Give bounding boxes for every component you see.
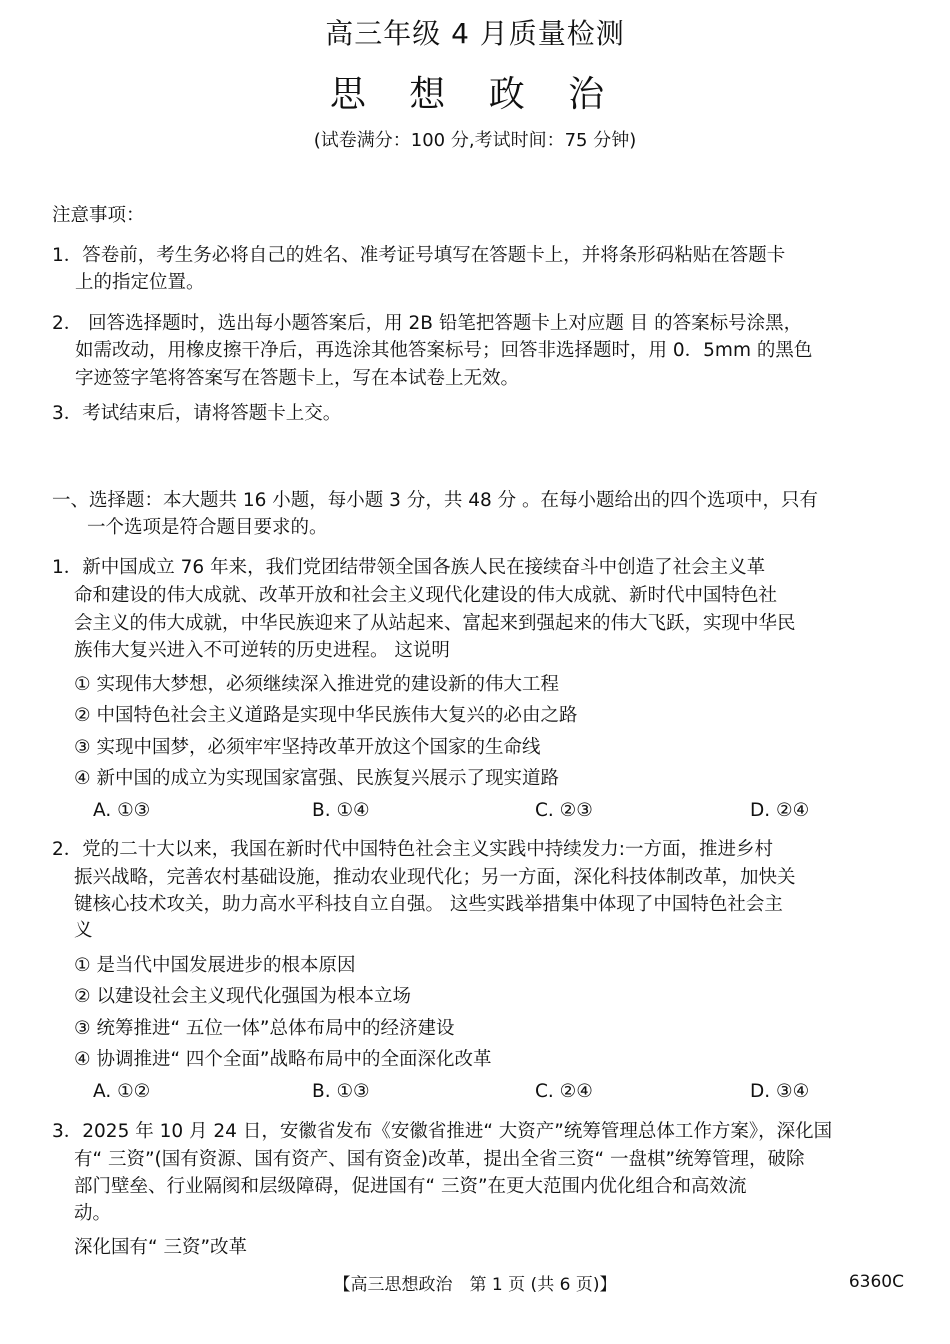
subject-title: 思 想 政 治 [329,74,621,115]
q2-statement-2: ② 以建设社会主义现代化强国为根本立场 [74,986,411,1007]
q2-stem-line-3: 键核心技术攻关，助力高水平科技自立自强。 这些实践举措集中体现了中国特色社会主 [74,894,783,915]
exam-title: 高三年级 4 月质量检测 [325,17,625,50]
notice-item-2-line-3: 字迹签字笔将答案写在答题卡上，写在本试卷上无效。 [75,368,520,389]
q2-option-a: A. ①② [93,1081,151,1102]
q1-statement-3: ③ 实现中国梦，必须牢牢坚持改革开放这个国家的生命线 [74,737,541,758]
section-heading-line-2: 一个选项是符合题目要求的。 [87,517,328,538]
q1-statement-2: ② 中国特色社会主义道路是实现中华民族伟大复兴的必由之路 [74,705,578,726]
q2-stem-line-1: 2．党的二十大以来，我国在新时代中国特色社会主义实践中持续发力:一方面，推进乡村 [52,839,774,860]
q1-stem-line-1: 1．新中国成立 76 年来，我们党团结带领全国各族人民在接续奋斗中创造了社会主义革 [52,557,766,578]
notice-item-2-line-2: 如需改动，用橡皮擦干净后，再选涂其他答案标号；回答非选择题时，用 0．5mm 的黑色 [75,340,813,361]
q2-statement-4: ④ 协调推进“ 四个全面”战略布局中的全面深化改革 [74,1049,492,1070]
notice-heading: 注意事项： [52,205,145,226]
q3-statement-1: 深化国有“ 三资”改革 [74,1237,248,1258]
q1-option-c: C. ②③ [535,800,593,821]
q3-stem-line-1: 3．2025 年 10 月 24 日，安徽省发布《安徽省推进“ 大资产”统筹管理总体工作方案》，深化国 [52,1121,833,1142]
q1-statement-4: ④ 新中国的成立为实现国家富强、民族复兴展示了现实道路 [74,768,559,789]
q2-stem-line-4: 义 [74,920,93,941]
page-footer: 【高三思想政治 第 1 页 (共 6 页)】 [333,1275,617,1295]
exam-info: (试卷满分：100 分,考试时间：75 分钟) [313,130,637,151]
section-heading-line-1: 一、选择题：本大题共 16 小题，每小题 3 分，共 48 分 。在每小题给出的四个选项中，只有 [52,490,819,511]
q3-stem-line-4: 动。 [74,1203,112,1224]
q2-stem-line-2: 振兴战略，完善农村基础设施，推动农业现代化；另一方面，深化科技体制改革，加快关 [74,867,796,888]
q3-stem-line-3: 部门壁垒、行业隔阂和层级障碍，促进国有“ 三资”在更大范围内优化组合和高效流 [74,1176,747,1197]
q1-statement-1: ① 实现伟大梦想，必须继续深入推进党的建设新的伟大工程 [74,674,559,695]
q2-option-b: B. ①③ [312,1081,370,1102]
q1-stem-line-3: 会主义的伟大成就，中华民族迎来了从站起来、富起来到强起来的伟大飞跃，实现中华民 [74,613,796,634]
q2-option-c: C. ②④ [535,1081,593,1102]
exam-code: 6360C [848,1272,904,1292]
q1-option-a: A. ①③ [93,800,151,821]
q1-stem-line-4: 族伟大复兴进入不可逆转的历史进程。 这说明 [74,640,450,661]
notice-item-1-line-1: 1．答卷前，考生务必将自己的姓名、准考证号填写在答题卡上，并将条形码粘贴在答题卡 [52,245,786,266]
notice-item-2-line-1: 2． 回答选择题时，选出每小题答案后，用 2B 铅笔把答题卡上对应题 目 的答案标号涂黑， [52,313,803,334]
q1-option-b: B. ①④ [312,800,370,821]
q1-stem-line-2: 命和建设的伟大成就、改革开放和社会主义现代化建设的伟大成就、新时代中国特色社 [74,585,778,606]
q3-stem-line-2: 有“ 三资”(国有资源、国有资产、国有资金)改革，提出全省三资“ 一盘棋”统筹管理，破除 [74,1149,805,1170]
q2-statement-3: ③ 统筹推进“ 五位一体”总体布局中的经济建设 [74,1018,455,1039]
q1-option-d: D. ②④ [750,800,810,821]
notice-item-3-line-1: 3．考试结束后，请将答题卡上交。 [52,403,342,424]
q2-option-d: D. ③④ [750,1081,810,1102]
q2-statement-1: ① 是当代中国发展进步的根本原因 [74,955,356,976]
notice-item-1-line-2: 上的指定位置。 [75,272,205,293]
